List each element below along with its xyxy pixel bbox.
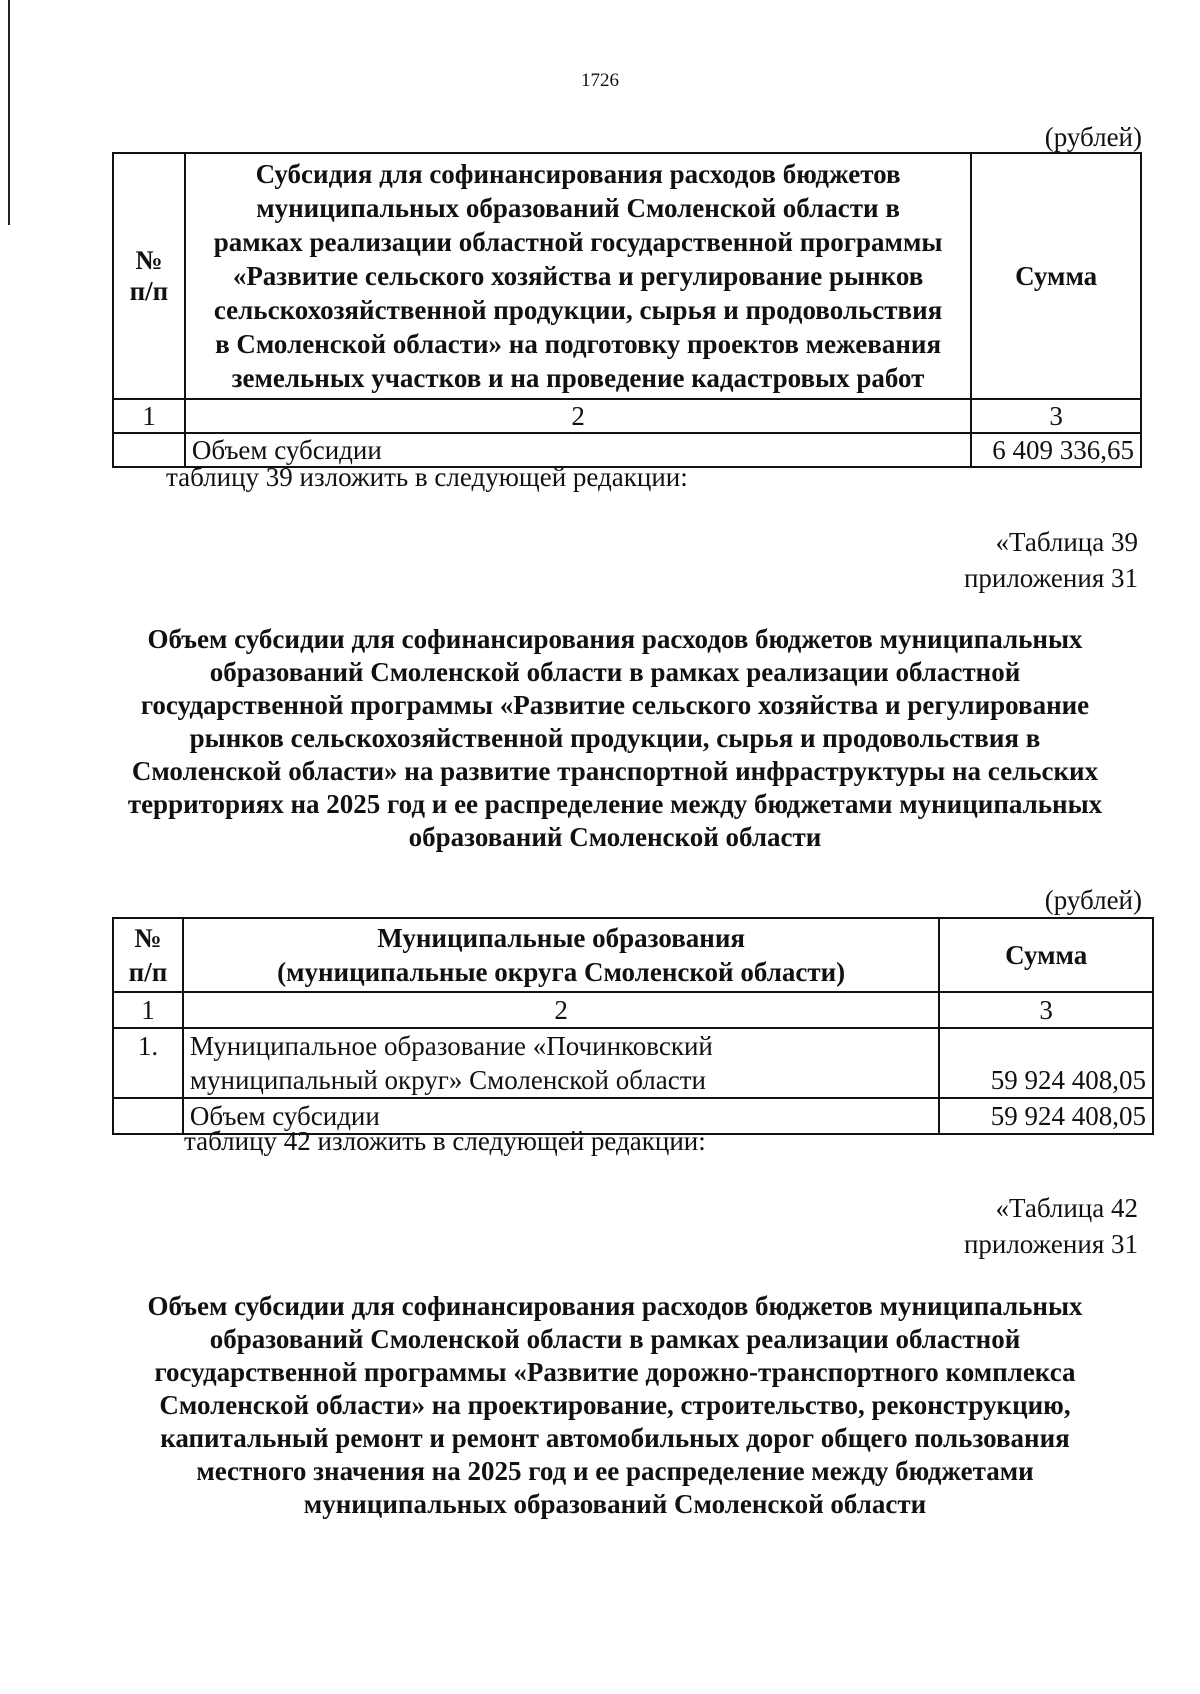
header-sum-cell: Сумма (939, 918, 1153, 992)
total-number-cell (113, 1098, 183, 1134)
index-cell: 2 (183, 992, 939, 1028)
table-index-row (113, 992, 1153, 1028)
total-sum-cell: 59 924 408,05 (939, 1098, 1153, 1134)
total-label-cell: Объем субсидии (185, 433, 971, 467)
index-cell: 1 (113, 399, 185, 433)
page-number: 1726 (581, 70, 619, 91)
table-header-row (113, 153, 1141, 399)
paragraph-table42-intro: таблицу 42 изложить в следующей редакции: (184, 1126, 706, 1156)
index-cell: 3 (939, 992, 1153, 1028)
header-municipality-cell: Муниципальные образования (муниципальные округа Смоленской области) (183, 918, 939, 992)
index-cell: 1 (113, 992, 183, 1028)
row-number-cell: 1. (113, 1028, 183, 1098)
total-sum-cell: 6 409 336,65 (971, 433, 1141, 467)
subsidy-table-transport (112, 917, 1154, 1135)
table-index-row (113, 399, 1141, 433)
table-header-row (113, 918, 1153, 992)
table2-unit-label: (рублей) (1044, 885, 1142, 915)
index-cell: 2 (185, 399, 971, 433)
header-number-cell: № п/п (113, 153, 185, 399)
scan-edge-line (8, 0, 10, 225)
header-sum-cell: Сумма (971, 153, 1141, 399)
table1-unit-label: (рублей) (1044, 122, 1142, 152)
header-number-cell: № п/п (113, 918, 183, 992)
table42-heading: Объем субсидии для софинансирования расходов бюджетов муниципальных образований Смоленской области в рамках реализации областной государственной программы «Развитие дорожно-транспортного комплекса Смоленской области» на проектирование, строительство, реконструкцию, капитальный ремонт и ремонт автомобильных дорог общего пользования местного значения на 2025 год и ее распределение между бюджетами муниципальных образований Смоленской области (147, 1291, 1083, 1519)
index-cell: 3 (971, 399, 1141, 433)
table39-heading: Объем субсидии для софинансирования расходов бюджетов муниципальных образований Смоленской области в рамках реализации областной государственной программы «Развитие сельского хозяйства и регулирование рынков сельскохозяйственной продукции, сырья и продовольствия в Смоленской области» на развитие транспортной инфраструктуры на сельских территориях на 2025 год и ее распределение между бюджетами муниципальных образований Смоленской области (127, 624, 1103, 852)
table39-reference: «Таблица 39 приложения 31 (963, 527, 1138, 593)
row-sum-cell: 59 924 408,05 (939, 1028, 1153, 1098)
total-label-cell: Объем субсидии (183, 1098, 939, 1134)
header-description-cell: Субсидия для софинансирования расходов бюджетов муниципальных образований Смоленской области в рамках реализации областной государственной программы «Развитие сельского хозяйства и регулирование рынков сельскохозяйственной продукции, сырья и продовольствия в Смоленской области» на подготовку проектов межевания земельных участков и на проведение кадастровых работ (185, 153, 971, 399)
table-row (113, 1028, 1153, 1098)
table42-reference: «Таблица 42 приложения 31 (963, 1193, 1138, 1259)
municipality-name-cell: Муниципальное образование «Починковский муниципальный округ» Смоленской области (183, 1028, 939, 1098)
paragraph-table39-intro: таблицу 39 изложить в следующей редакции: (166, 462, 688, 492)
subsidy-table-cadastral (112, 152, 1142, 468)
